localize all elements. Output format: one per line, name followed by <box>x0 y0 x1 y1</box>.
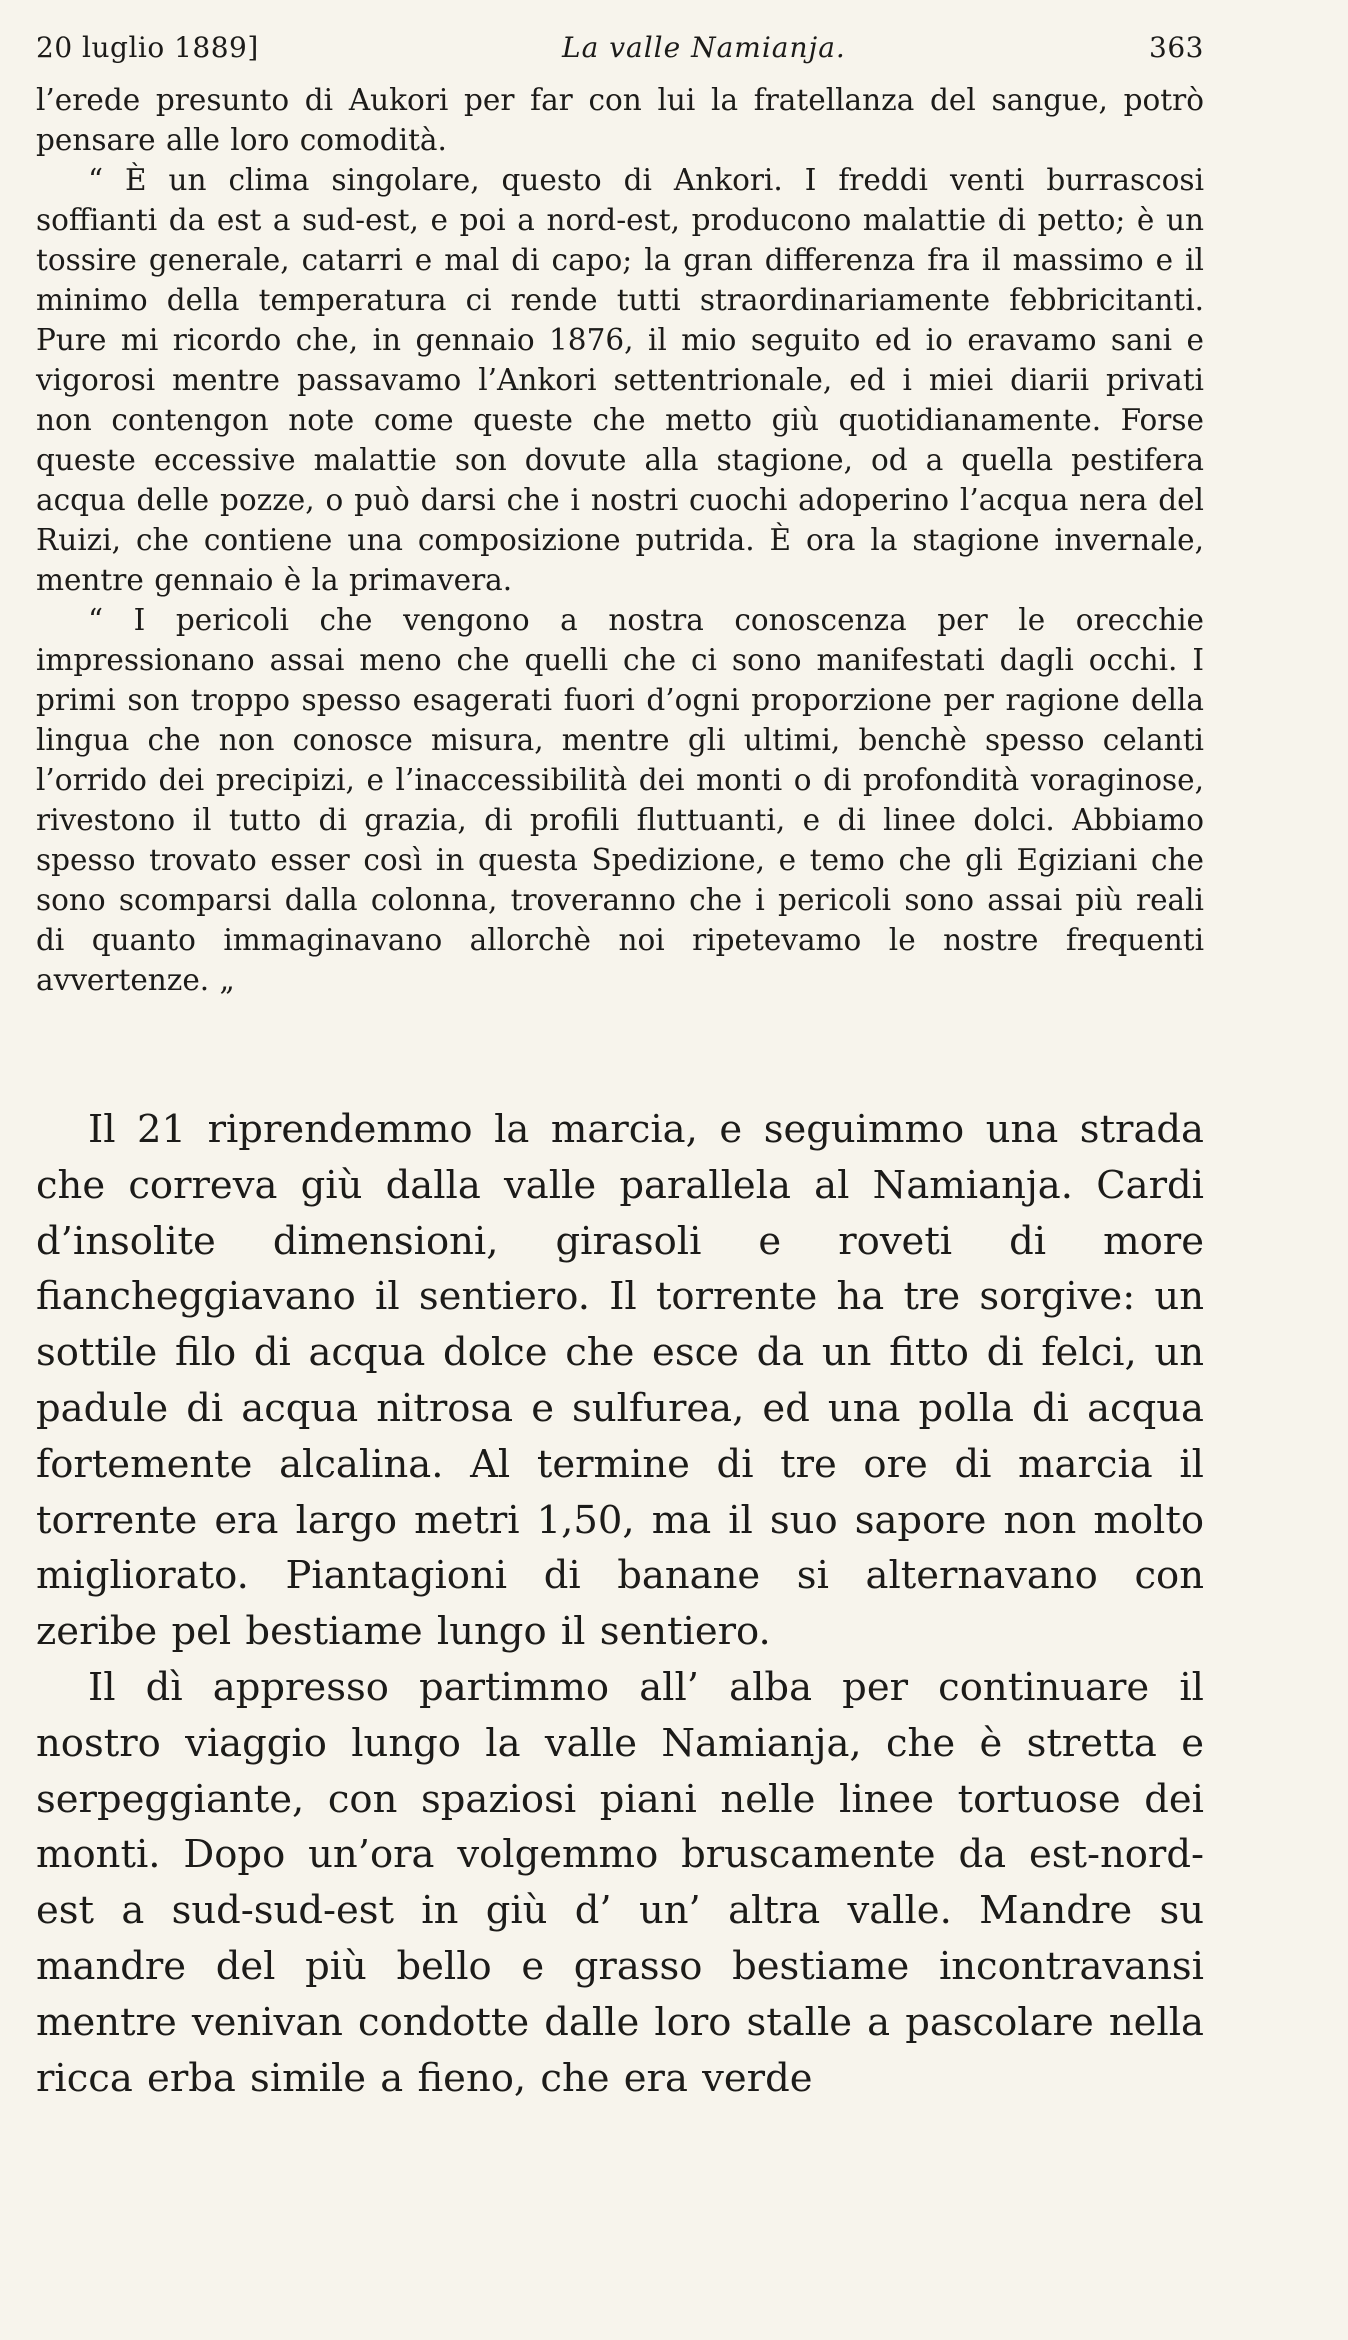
quote-paragraph-3: “ I pericoli che vengono a nostra conoscenza per le orecchie impressionano assai meno che quelli che ci sono manifestati dagli occhi. I primi son troppo spesso esagerati fuori d’ogni proporzione per ragione della lingua che non conosce misura, mentre gli ultimi, benchè spesso celanti l’orrido dei precipizi, e l’inaccessibilità dei monti o di profondità voraginose, rivestono il tutto di grazia, di profili fluttuanti, e di linee dolci. Abbiamo spesso trovato esser così in questa Spedizione, e temo che gli Egiziani che sono scomparsi dalla colonna, troveranno che i pericoli sono assai più reali di quanto immaginavano allorchè noi ripetevamo le nostre frequenti avvertenze. „ <box>36 603 1204 997</box>
body-paragraph-2: Il dì appresso partimmo all’ alba per continuare il nostro viaggio lungo la valle Namianja, che è stretta e serpeggiante, con spaziosi piani nelle linee tortuose dei monti. Dopo un’ora volgemmo bruscamente da est-nord-est a sud-sud-est in giù d’ un’ altra valle. Mandre su mandre del più bello e grasso bestiame incontravansi mentre venivan condotte dalle loro stalle a pascolare nella ricca erba simile a fieno, che era verde <box>36 1664 1204 2101</box>
page-number: 363 <box>1149 31 1204 64</box>
section-gap <box>36 1000 1204 1102</box>
running-head <box>36 28 1204 80</box>
quote-paragraph-2: “ È un clima singolare, questo di Ankori. I freddi venti burrascosi soffianti da est a sud-est, e poi a nord-est, producono malattie di petto; è un tossire generale, catarri e mal di capo; la gran differenza fra il massimo e il minimo della temperatura ci rende tutti straordinariamente febbricitanti. Pure mi ricordo che, in gennaio 1876, il mio seguito ed io eravamo sani e vigorosi mentre passavamo l’Ankori settentrionale, ed i miei diarii privati non contengon note come queste che metto giù quotidianamente. Forse queste eccessive malattie son dovute alla stagione, od a quella pestifera acqua delle pozze, o può darsi che i nostri cuochi adoperino l’acqua nera del Ruizi, che contiene una composizione putrida. È ora la stagione invernale, mentre gennaio è la primavera. <box>36 163 1204 597</box>
quote-paragraph-1: l’erede presunto di Aukori per far con lui la fratellanza del sangue, potrò pensare alle loro comodità. <box>36 83 1204 157</box>
body-paragraph-1: Il 21 riprendemmo la marcia, e seguimmo una strada che correva giù dalla valle parallela al Namianja. Cardi d’insolite dimensioni, girasoli e roveti di more fiancheggiavano il sentiero. Il torrente ha tre sorgive: un sottile filo di acqua dolce che esce da un fitto di felci, un padule di acqua nitrosa e sulfurea, ed una polla di acqua fortemente alcalina. Al termine di tre ore di marcia il torrente era largo metri 1,50, ma il suo sapore non molto migliorato. Piantagioni di banane si alternavano con zeribe pel bestiame lungo il sentiero. <box>36 1107 1204 1655</box>
book-page <box>36 28 1204 2318</box>
quoted-diary-block <box>36 80 1204 1000</box>
header-date: 20 luglio 1889] <box>36 31 259 64</box>
header-title: La valle Namianja. <box>562 31 846 64</box>
main-text-block <box>36 1102 1204 2106</box>
